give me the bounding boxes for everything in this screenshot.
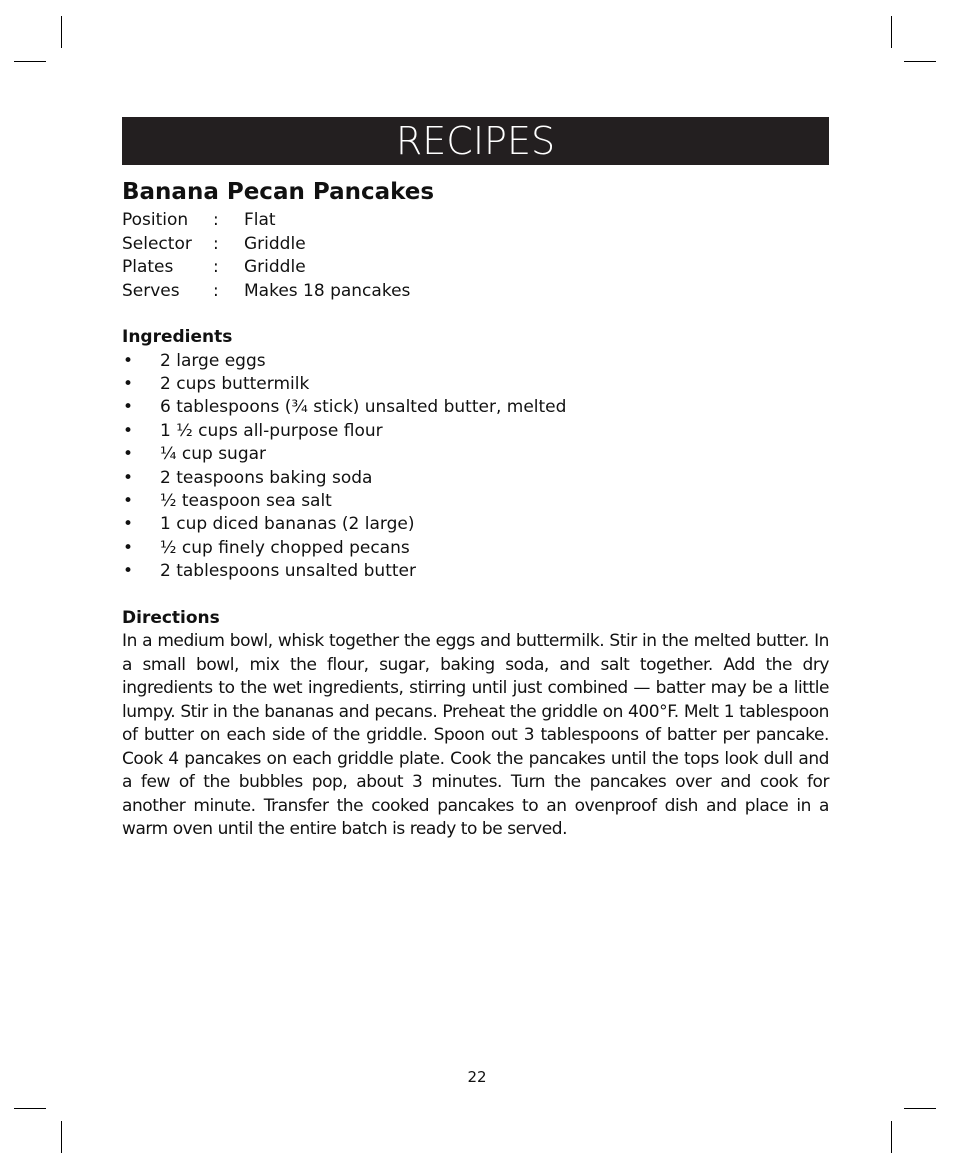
meta-separator: :: [213, 257, 219, 277]
ingredient-text: 6 tablespoons (¾ stick) unsalted butter, melted: [160, 397, 567, 418]
meta-value: Griddle: [244, 233, 306, 254]
ingredient-text: 1 cup diced bananas (2 large): [160, 514, 415, 535]
meta-row-plates: [122, 256, 829, 280]
crop-mark-top-right-horizontal: [904, 61, 936, 62]
bullet-icon: •: [123, 537, 134, 558]
list-item: [122, 420, 829, 443]
list-item: [122, 490, 829, 513]
recipe-title: Banana Pecan Pancakes: [122, 179, 435, 205]
page-number: 22: [467, 1068, 487, 1086]
crop-mark-top-left-vertical: [61, 16, 62, 48]
crop-mark-bottom-left-horizontal: [14, 1108, 46, 1109]
meta-row-position: [122, 209, 829, 233]
ingredient-text: ½ cup finely chopped pecans: [160, 537, 410, 558]
meta-label: Serves: [122, 280, 180, 301]
crop-mark-bottom-right-vertical: [891, 1121, 892, 1153]
meta-separator: :: [213, 280, 219, 301]
meta-label: Position: [122, 210, 189, 230]
meta-value: Makes 18 pancakes: [244, 280, 411, 301]
directions-text: In a medium bowl, whisk together the eggs and buttermilk. Stir in the melted butter. In a small bowl, mix the flour, sugar, baking soda, and salt together. Add the dry ingredients to the wet ingredients, stirring until just combined — batter may be a little lumpy. Stir in the bananas and pecans. Preheat the griddle on 400°F. Melt 1 tablespoon of butter on each side of the griddle. Spoon out 3 tablespoons of batter per pancake. Cook 4 pancakes on each griddle plate. Cook the pancakes until the tops look dull and a few of the bubbles pop, about 3 minutes. Turn the pancakes over and cook for another minute. Transfer the cooked pancakes to an ovenproof dish and place in a warm oven until the entire batch is ready to be served.: [122, 631, 829, 840]
list-item: [122, 537, 829, 560]
ingredient-text: 2 teaspoons baking soda: [160, 467, 373, 488]
crop-mark-top-right-vertical: [891, 16, 892, 48]
meta-separator: :: [213, 233, 219, 254]
crop-mark-bottom-right-horizontal: [904, 1108, 936, 1109]
list-item: [122, 350, 829, 373]
list-item: [122, 373, 829, 396]
recipe-meta-table: [122, 209, 829, 303]
list-item: [122, 443, 829, 466]
ingredients-heading: Ingredients: [122, 327, 233, 347]
crop-mark-bottom-left-vertical: [61, 1121, 62, 1153]
meta-label: Selector: [122, 233, 192, 254]
ingredient-text: 2 large eggs: [160, 350, 266, 371]
list-item: [122, 467, 829, 490]
bullet-icon: •: [123, 350, 134, 371]
recipes-header-bar: [122, 117, 829, 165]
meta-value: Griddle: [244, 257, 306, 277]
bullet-icon: •: [123, 420, 134, 441]
bullet-icon: •: [123, 397, 134, 418]
bullet-icon: •: [123, 490, 134, 511]
recipe-content: [122, 176, 829, 842]
ingredient-text: 2 cups buttermilk: [160, 373, 310, 394]
list-item: [122, 560, 829, 583]
ingredients-list: [122, 350, 829, 584]
bullet-icon: •: [123, 514, 134, 535]
ingredient-text: ½ teaspoon sea salt: [160, 490, 332, 511]
meta-value: Flat: [244, 210, 276, 230]
meta-row-selector: [122, 233, 829, 257]
ingredient-text: ¼ cup sugar: [160, 444, 267, 465]
ingredient-text: 1 ½ cups all-purpose flour: [160, 420, 383, 441]
meta-separator: :: [213, 210, 219, 230]
header-title: RECIPES: [395, 119, 556, 163]
list-item: [122, 396, 829, 419]
meta-row-serves: [122, 280, 829, 304]
bullet-icon: •: [123, 561, 134, 582]
crop-mark-top-left-horizontal: [14, 61, 46, 62]
bullet-icon: •: [123, 373, 134, 394]
directions-heading: Directions: [122, 607, 220, 628]
bullet-icon: •: [123, 444, 134, 465]
meta-label: Plates: [122, 257, 174, 277]
list-item: [122, 513, 829, 536]
ingredient-text: 2 tablespoons unsalted butter: [160, 561, 416, 582]
bullet-icon: •: [123, 467, 134, 488]
